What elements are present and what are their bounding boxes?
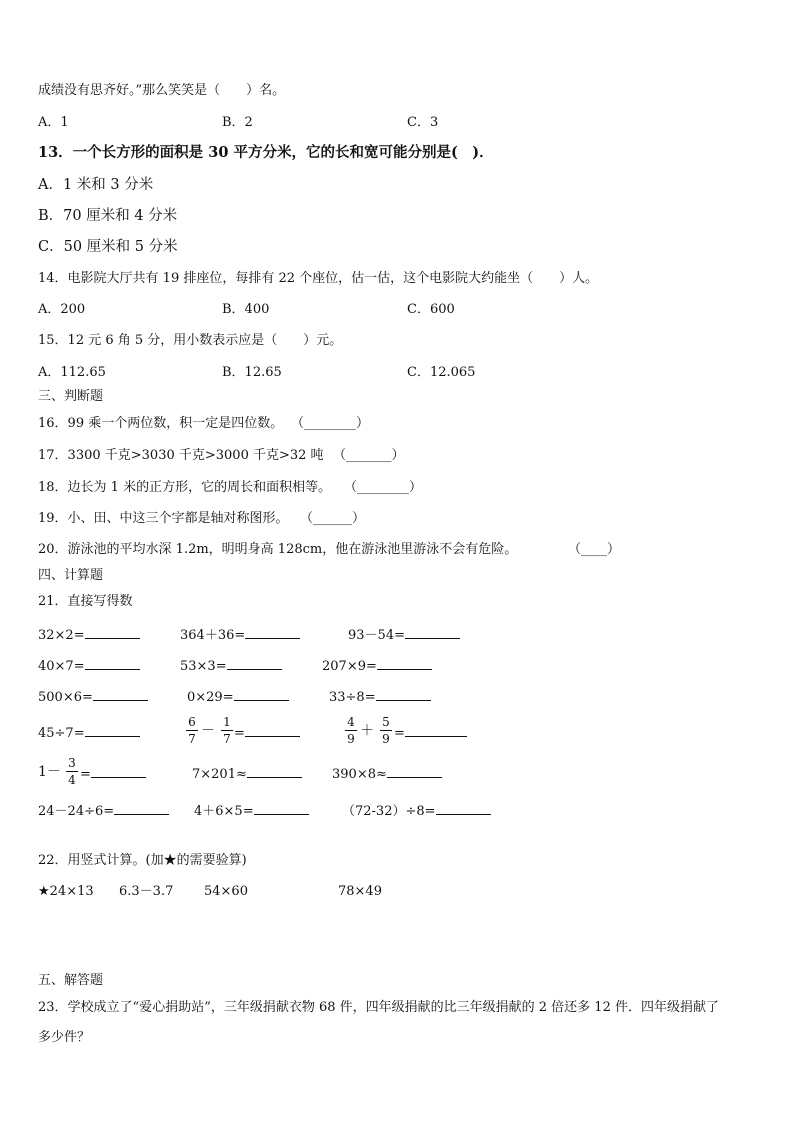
q17-answer-blank[interactable]: （_______） — [333, 448, 405, 463]
q22-item: 54×60 — [204, 884, 248, 899]
fraction: 1 7 — [221, 715, 233, 746]
section-4-title: 四、计算题 — [38, 568, 104, 583]
answer-blank[interactable] — [247, 764, 302, 778]
calc-item: 0×29= — [187, 687, 289, 707]
q15-option-b[interactable]: B．12.65 — [222, 365, 282, 380]
calc-item: 93－54= — [348, 625, 460, 645]
calc-item: 24－24÷6= — [38, 801, 169, 821]
answer-blank[interactable] — [85, 656, 140, 670]
answer-blank[interactable] — [377, 656, 432, 670]
calc-item: 33÷8= — [329, 687, 431, 707]
calc-item: 32×2= — [38, 625, 140, 645]
answer-blank[interactable] — [245, 723, 300, 737]
calc-item: 7×201≈ — [192, 764, 302, 784]
q21-title: 21．直接写得数 — [38, 594, 133, 609]
answer-blank[interactable] — [85, 723, 140, 737]
calc-item: 364＋36= — [180, 625, 300, 645]
q12-option-a[interactable]: A．1 — [38, 115, 69, 130]
q22-item: 6.3－3.7 — [119, 884, 174, 899]
calc-item: = — [80, 764, 146, 784]
calc-item: 40×7= — [38, 656, 140, 676]
section-3-title: 三、判断题 — [38, 389, 104, 404]
answer-blank[interactable] — [234, 687, 289, 701]
q22-title: 22．用竖式计算。(加★的需要验算) — [38, 853, 247, 868]
q19-answer-blank[interactable]: （______） — [300, 511, 366, 526]
answer-blank[interactable] — [254, 801, 309, 815]
q20-text: 20．游泳池的平均水深 1.2m，明明身高 128cm，他在游泳池里游泳不会有危险。 — [38, 542, 518, 557]
answer-blank[interactable] — [85, 625, 140, 639]
calc-item: （72-32）÷8= — [342, 801, 491, 821]
q18-answer-blank[interactable]: （________） — [344, 480, 423, 495]
answer-blank[interactable] — [245, 625, 300, 639]
fraction: 3 4 — [66, 756, 78, 787]
q12-option-b[interactable]: B．2 — [222, 115, 253, 130]
q14-option-b[interactable]: B．400 — [222, 302, 270, 317]
answer-blank[interactable] — [387, 764, 442, 778]
answer-blank[interactable] — [405, 625, 460, 639]
q16-text: 16．99 乘一个两位数，积一定是四位数。 — [38, 416, 284, 431]
q18-text: 18．边长为 1 米的正方形，它的周长和面积相等。 — [38, 480, 332, 495]
calc-item: = — [394, 723, 467, 743]
fraction: 5 9 — [380, 715, 392, 746]
q15-option-c[interactable]: C．12.065 — [407, 365, 476, 380]
q17-text: 17．3300 千克>3030 千克>3000 千克>32 吨 — [38, 448, 324, 463]
answer-blank[interactable] — [376, 687, 431, 701]
fraction: 4 9 — [345, 715, 357, 746]
q15-stem: 15．12 元 6 角 5 分，用小数表示应是（ ）元。 — [38, 333, 343, 348]
q23-line-2: 多少件？ — [38, 1030, 91, 1045]
calc-item: 4＋6×5= — [194, 801, 309, 821]
calc-item: 500×6= — [38, 687, 148, 707]
calc-item: 207×9= — [322, 656, 432, 676]
q14-option-a[interactable]: A．200 — [38, 302, 86, 317]
q19-text: 19．小、田、中这三个字都是轴对称图形。 — [38, 511, 289, 526]
q22-item: 78×49 — [338, 884, 382, 899]
q12-tail: 成绩没有思齐好。”那么笑笑是（ ）名。 — [38, 83, 286, 98]
one-minus: 1－ — [38, 764, 61, 780]
q23-line-1: 23．学校成立了“爱心捐助站”，三年级捐献衣物 68 件，四年级捐献的比三年级捐献的 2 倍还多 12 件．四年级捐献了 — [38, 1000, 719, 1015]
calc-item: 45÷7= — [38, 723, 140, 743]
answer-blank[interactable] — [93, 687, 148, 701]
minus-sign: － — [201, 723, 215, 739]
answer-blank[interactable] — [436, 801, 491, 815]
fraction: 6 7 — [186, 715, 198, 746]
q13-option-b[interactable]: B．70 厘米和 4 分米 — [38, 208, 178, 224]
q16-answer-blank[interactable]: （________） — [291, 416, 370, 431]
answer-blank[interactable] — [227, 656, 282, 670]
q13-stem: 13．一个长方形的面积是 30 平方分米，它的长和宽可能分别是( )． — [38, 144, 494, 161]
plus-sign: ＋ — [360, 723, 374, 739]
answer-blank[interactable] — [114, 801, 169, 815]
q22-item: ★24×13 — [38, 884, 94, 899]
q14-option-c[interactable]: C．600 — [407, 302, 455, 317]
calc-item: 390×8≈ — [332, 764, 442, 784]
q20-answer-blank[interactable]: （____） — [568, 542, 621, 557]
q14-stem: 14．电影院大厅共有 19 排座位，每排有 22 个座位，估一估，这个电影院大约能坐（ ）人。 — [38, 271, 599, 286]
q15-option-a[interactable]: A．112.65 — [38, 365, 106, 380]
calc-item: = — [234, 723, 300, 743]
q12-option-c[interactable]: C．3 — [407, 115, 439, 130]
q13-option-a[interactable]: A．1 米和 3 分米 — [38, 177, 154, 193]
answer-blank[interactable] — [91, 764, 146, 778]
answer-blank[interactable] — [405, 723, 467, 737]
calc-item: 53×3= — [180, 656, 282, 676]
q13-option-c[interactable]: C．50 厘米和 5 分米 — [38, 239, 178, 255]
section-5-title: 五、解答题 — [38, 973, 104, 988]
